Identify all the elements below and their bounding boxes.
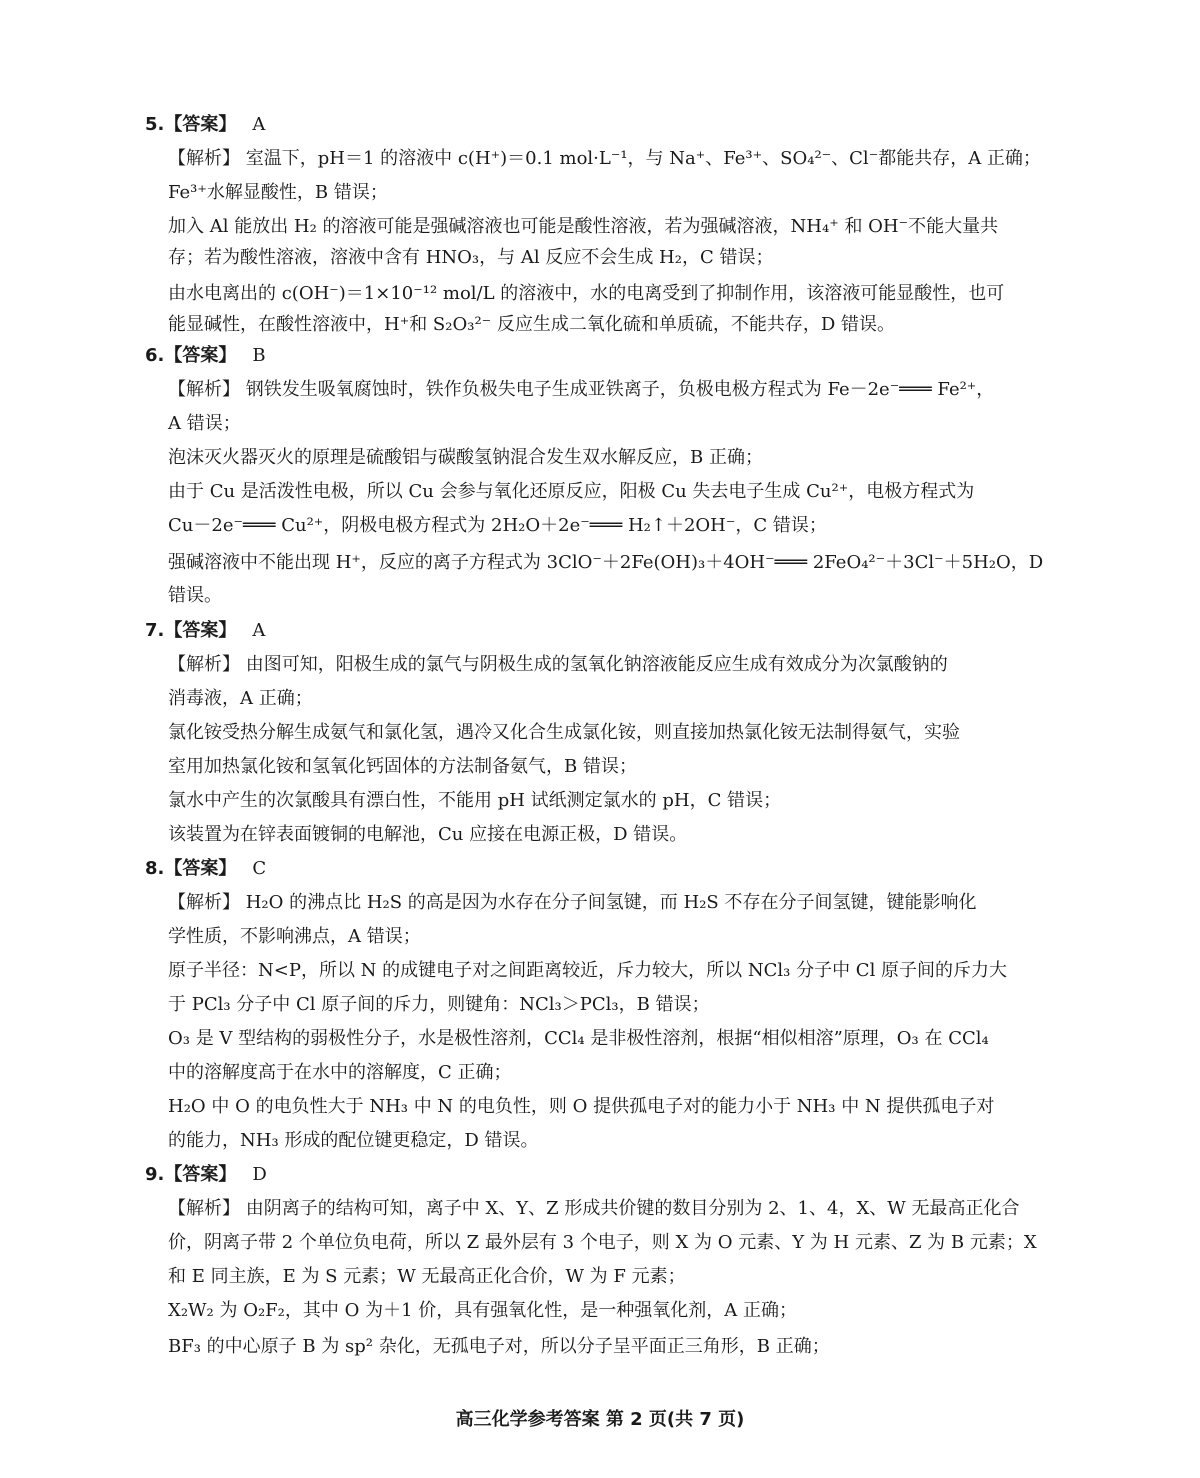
q5-header [145,112,265,138]
q8-line-7: H₂O 中 O 的电负性大于 NH₃ 中 N 的电负性，则 O 提供孤电子对的能力小于 NH₃ 中 N 提供孤电子对 [168,1096,995,1117]
q6-number-label: 6.【答案】 [145,345,237,366]
q7-line-2: 消毒液，A 正确； [168,688,313,709]
q8-line-1: 【解析】 H₂O 的沸点比 H₂S 的高是因为水存在分子间氢键，而 H₂S 不存在分子间氢键，键能影响化 [168,892,977,913]
q8-line-5: O₃ 是 V 型结构的弱极性分子，水是极性溶剂，CCl₄ 是非极性溶剂，根据“相似相溶”原理，O₃ 在 CCl₄ [168,1028,989,1049]
q8-line-8: 的能力，NH₃ 形成的配位键更稳定，D 错误。 [168,1130,539,1151]
q7-line-1: 【解析】 由图可知，阳极生成的氯气与阴极生成的氢氧化钠溶液能反应生成有效成分为次氯酸钠的 [168,654,948,675]
q9-line-1: 【解析】 由阴离子的结构可知，离子中 X、Y、Z 形成共价键的数目分别为 2、1、4，X、W 无最高正化合 [168,1198,1020,1219]
q9-answer: D [252,1164,267,1185]
q5-line-6: 能显碱性，在酸性溶液中，H⁺和 S₂O₃²⁻ 反应生成二氧化硫和单质硫，不能共存，D 错误。 [168,314,896,335]
q7-line-5: 氯水中产生的次氯酸具有漂白性，不能用 pH 试纸测定氯水的 pH，C 错误； [168,790,782,811]
q5-number-label: 5.【答案】 [145,114,237,135]
q5-answer: A [252,114,266,135]
q8-header [145,856,266,882]
q7-answer: A [252,620,266,641]
q5-line-4: 存；若为酸性溶液，溶液中含有 HNO₃，与 Al 反应不会生成 H₂，C 错误； [168,247,774,268]
q6-line-5: Cu－2e⁻═══ Cu²⁺，阴极电极方程式为 2H₂O＋2e⁻═══ H₂↑＋2OH⁻，C 错误； [168,515,827,536]
q7-line-3: 氯化铵受热分解生成氨气和氯化氢，遇冷又化合生成氯化铵，则直接加热氯化铵无法制得氨气，实验 [168,722,960,743]
q9-line-5: BF₃ 的中心原子 B 为 sp² 杂化，无孤电子对，所以分子呈平面正三角形，B 正确； [168,1336,830,1357]
q8-number-label: 8.【答案】 [145,858,237,879]
q8-line-3: 原子半径：N<P，所以 N 的成键电子对之间距离较近，斥力较大，所以 NCl₃ 分子中 Cl 原子间的斥力大 [168,960,1008,981]
q6-answer: B [252,345,266,366]
q8-line-2: 学性质，不影响沸点，A 错误； [168,926,421,947]
q6-line-1: 【解析】 钢铁发生吸氧腐蚀时，铁作负极失电子生成亚铁离子，负极电极方程式为 Fe－2e⁻═══ Fe²⁺， [168,379,995,400]
q6-line-3: 泡沫灭火器灭火的原理是硫酸铝与碳酸氢钠混合发生双水解反应，B 正确； [168,447,763,468]
q6-line-6: 强碱溶液中不能出现 H⁺，反应的离子方程式为 3ClO⁻＋2Fe(OH)₃＋4OH⁻═══ 2FeO₄²⁻＋3Cl⁻＋5H₂O，D [168,552,1044,573]
q9-line-3: 和 E 同主族，E 为 S 元素；W 无最高正化合价，W 为 F 元素； [168,1266,686,1287]
q9-line-4: X₂W₂ 为 O₂F₂，其中 O 为＋1 价，具有强氧化性，是一种强氧化剂，A 正确； [168,1300,797,1321]
page-footer: 高三化学参考答案 第 2 页(共 7 页) [455,1409,745,1430]
q5-line-5: 由水电离出的 c(OH⁻)＝1×10⁻¹² mol/L 的溶液中，水的电离受到了抑制作用，该溶液可能显酸性，也可 [168,283,1005,304]
q8-line-4: 于 PCl₃ 分子中 Cl 原子间的斥力，则键角：NCl₃＞PCl₃，B 错误； [168,994,710,1015]
q8-line-6: 中的溶解度高于在水中的溶解度，C 正确； [168,1062,512,1083]
q9-header [145,1162,267,1188]
q7-header [145,618,265,644]
q7-line-4: 室用加热氯化铵和氢氧化钙固体的方法制备氨气，B 错误； [168,756,637,777]
q5-line-3: 加入 Al 能放出 H₂ 的溶液可能是强碱溶液也可能是酸性溶液，若为强碱溶液，NH₄⁺ 和 OH⁻不能大量共 [168,216,999,237]
q8-answer: C [252,858,267,879]
q6-line-4: 由于 Cu 是活泼性电极，所以 Cu 会参与氧化还原反应，阳极 Cu 失去电子生成 Cu²⁺，电极方程式为 [168,481,975,502]
q9-number-label: 9.【答案】 [145,1164,237,1185]
q6-header [145,343,266,369]
q6-line-7: 错误。 [168,585,222,606]
q9-line-2: 价，阴离子带 2 个单位负电荷，所以 Z 最外层有 3 个电子，则 X 为 O 元素、Y 为 H 元素、Z 为 B 元素；X [168,1232,1037,1253]
q5-line-1: 【解析】 室温下，pH＝1 的溶液中 c(H⁺)＝0.1 mol·L⁻¹，与 Na⁺、Fe³⁺、SO₄²⁻、Cl⁻都能共存，A 正确； [168,148,1041,169]
q7-line-6: 该装置为在锌表面镀铜的电解池，Cu 应接在电源正极，D 错误。 [168,824,688,845]
q6-line-2: A 错误； [168,413,241,434]
q5-line-2: Fe³⁺水解显酸性，B 错误； [168,182,388,203]
q7-number-label: 7.【答案】 [145,620,237,641]
